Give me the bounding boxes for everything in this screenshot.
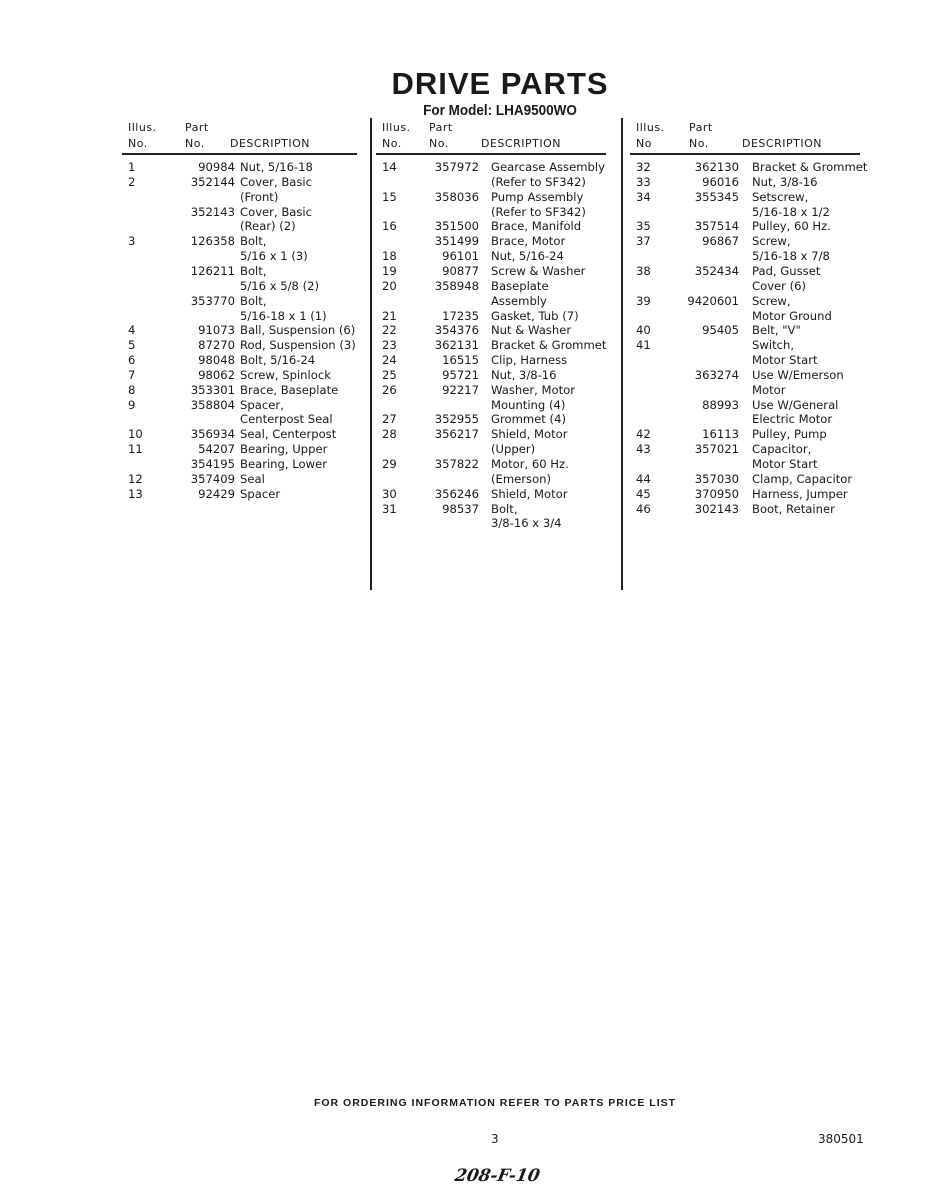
header-part: Part (689, 121, 713, 134)
part-no: 17235 (442, 308, 479, 323)
description: Screw, (752, 234, 791, 249)
description: Use W/General (752, 397, 839, 412)
illus-no: 3 (128, 234, 136, 249)
description: Use W/Emerson (752, 367, 844, 382)
illus-no: 23 (382, 338, 397, 353)
illus-no: 37 (636, 234, 651, 249)
description: Gasket, Tub (7) (491, 308, 579, 323)
illus-no: 2 (128, 174, 136, 189)
description: Spacer (240, 486, 281, 501)
illus-no: 34 (636, 189, 651, 204)
header-no: No (636, 137, 652, 150)
illus-no: 26 (382, 382, 397, 397)
description: Shield, Motor (491, 486, 568, 501)
illus-no: 42 (636, 427, 651, 442)
description: Ball, Suspension (6) (240, 323, 356, 338)
part-no: 126211 (190, 263, 235, 278)
description: Cover, Basic (240, 204, 313, 219)
header-no: No. (128, 137, 148, 150)
part-no: 362131 (434, 338, 479, 353)
description: Nut, 5/16-24 (491, 249, 564, 264)
description: Motor Ground (752, 308, 832, 323)
description: Baseplate (491, 278, 549, 293)
description: Pump Assembly (491, 189, 584, 204)
description: 5/16 x 5/8 (2) (240, 278, 320, 293)
illus-no: 45 (636, 486, 651, 501)
illus-no: 15 (382, 189, 397, 204)
part-no: 95405 (702, 323, 739, 338)
description: 5/16 x 1 (3) (240, 249, 308, 264)
part-no: 96016 (702, 174, 739, 189)
illus-no: 22 (382, 323, 397, 338)
description: Brace, Manifold (491, 219, 582, 234)
handwritten-note: 208-F-10 (453, 1166, 542, 1186)
part-no: 9420601 (687, 293, 739, 308)
description: Gearcase Assembly (491, 160, 605, 174)
illus-no: 44 (636, 471, 651, 486)
illus-no: 41 (636, 338, 651, 353)
description: Clip, Harness (491, 353, 568, 368)
part-no: 98062 (198, 367, 235, 382)
part-no: 16113 (702, 427, 739, 442)
illus-no: 38 (636, 263, 651, 278)
description: 5/16-18 x 7/8 (752, 249, 830, 264)
illus-no: 32 (636, 160, 651, 174)
description: Brace, Baseplate (240, 382, 339, 397)
description: Bolt, (491, 501, 518, 516)
description: Nut, 3/8-16 (752, 174, 818, 189)
description: Setscrew, (752, 189, 809, 204)
illus-no: 35 (636, 219, 651, 234)
illus-no: 28 (382, 427, 397, 442)
part-no: 356246 (434, 486, 479, 501)
document-number: 380501 (818, 1132, 864, 1146)
description: Bearing, Upper (240, 442, 328, 457)
description: Bolt, (240, 293, 267, 308)
description: Pulley, 60 Hz. (752, 219, 831, 234)
description: Boot, Retainer (752, 501, 835, 516)
header-illus: Illus. (128, 121, 157, 134)
description: Nut, 5/16-18 (240, 160, 313, 174)
description: Motor, 60 Hz. (491, 457, 569, 471)
illus-no: 24 (382, 353, 397, 368)
illus-no: 14 (382, 160, 397, 174)
part-no: 352143 (190, 204, 235, 219)
description: Capacitor, (752, 442, 812, 457)
description: Bracket & Grommet (752, 160, 868, 174)
description: Pad, Gusset (752, 263, 821, 278)
part-no: 96867 (702, 234, 739, 249)
header-part: Part (429, 121, 453, 134)
part-no: 352434 (694, 263, 739, 278)
part-no: 357021 (694, 442, 739, 457)
illus-no: 21 (382, 308, 397, 323)
description: 3/8-16 x 3/4 (491, 516, 562, 531)
page-number: 3 (491, 1132, 499, 1146)
description: Motor (752, 382, 786, 397)
illus-no: 40 (636, 323, 651, 338)
header-rule (122, 153, 357, 155)
description: Shield, Motor (491, 427, 568, 442)
illus-no: 11 (128, 442, 143, 457)
description: (Upper) (491, 442, 536, 457)
description: Screw, (752, 293, 791, 308)
description: Cover, Basic (240, 174, 313, 189)
header-part: Part (185, 121, 209, 134)
illus-no: 4 (128, 323, 136, 338)
part-no: 90984 (198, 160, 235, 174)
ordering-note: FOR ORDERING INFORMATION REFER TO PARTS PRICE LIST (313, 1097, 677, 1109)
illus-no: 7 (128, 367, 136, 382)
description: Belt, "V" (752, 323, 801, 338)
part-no: 352955 (434, 412, 479, 427)
column-divider (370, 118, 372, 590)
description: Bearing, Lower (240, 457, 327, 471)
part-no: 356934 (190, 427, 235, 442)
description: (Rear) (2) (240, 219, 296, 234)
part-no: 351499 (434, 234, 479, 249)
part-no: 98048 (198, 353, 235, 368)
description: Mounting (4) (491, 397, 566, 412)
illus-no: 1 (128, 160, 136, 174)
illus-no: 6 (128, 353, 136, 368)
part-no: 362130 (694, 160, 739, 174)
description: Screw, Spinlock (240, 367, 331, 382)
description: Harness, Jumper (752, 486, 848, 501)
part-no: 354195 (190, 457, 235, 471)
part-no: 16515 (442, 353, 479, 368)
header-illus: Illus. (636, 121, 665, 134)
part-no: 88993 (702, 397, 739, 412)
illus-no: 12 (128, 471, 143, 486)
model-subtitle: For Model: LHA9500WO (423, 102, 577, 119)
part-no: 126358 (190, 234, 235, 249)
description: (Front) (240, 189, 279, 204)
part-no: 54207 (198, 442, 235, 457)
description: Bracket & Grommet (491, 338, 607, 353)
part-no: 355345 (694, 189, 739, 204)
part-no: 357972 (434, 160, 479, 174)
illus-no: 10 (128, 427, 143, 442)
illus-no: 20 (382, 278, 397, 293)
description: Electric Motor (752, 412, 833, 427)
part-no: 358036 (434, 189, 479, 204)
description: Motor Start (752, 457, 818, 471)
description: Brace, Motor (491, 234, 566, 249)
description: Pulley, Pump (752, 427, 827, 442)
description: Seal (240, 471, 265, 486)
description: Bolt, 5/16-24 (240, 353, 316, 368)
header-part-no: No. (689, 137, 709, 150)
description: Nut, 3/8-16 (491, 367, 557, 382)
part-no: 357409 (190, 471, 235, 486)
part-no: 92217 (442, 382, 479, 397)
description: Screw & Washer (491, 263, 586, 278)
illus-no: 30 (382, 486, 397, 501)
part-no: 353301 (190, 382, 235, 397)
part-no: 87270 (198, 338, 235, 353)
part-no: 357030 (694, 471, 739, 486)
page-title: DRIVE PARTS (391, 66, 609, 101)
part-no: 358804 (190, 397, 235, 412)
description: 5/16-18 x 1 (1) (240, 308, 327, 323)
part-no: 351500 (434, 219, 479, 234)
description: Seal, Centerpost (240, 427, 337, 442)
illus-no: 27 (382, 412, 397, 427)
description: Centerpost Seal (240, 412, 333, 427)
illus-no: 16 (382, 219, 397, 234)
part-no: 353770 (190, 293, 235, 308)
part-no: 356217 (434, 427, 479, 442)
part-no: 357822 (434, 457, 479, 471)
illus-no: 25 (382, 367, 397, 382)
part-no: 95721 (442, 367, 479, 382)
illus-no: 31 (382, 501, 397, 516)
description: Grommet (4) (491, 412, 566, 427)
description: Motor Start (752, 353, 818, 368)
description: Bolt, (240, 234, 267, 249)
illus-no: 19 (382, 263, 397, 278)
illus-no: 5 (128, 338, 136, 353)
description: (Refer to SF342) (491, 174, 586, 189)
column-divider (621, 118, 623, 590)
part-no: 302143 (694, 501, 739, 516)
part-no: 96101 (442, 249, 479, 264)
description: (Refer to SF342) (491, 204, 586, 219)
header-description: DESCRIPTION (742, 137, 822, 150)
header-part-no: No. (185, 137, 205, 150)
part-no: 363274 (694, 367, 739, 382)
illus-no: 9 (128, 397, 136, 412)
description: Spacer, (240, 397, 284, 412)
header-description: DESCRIPTION (481, 137, 561, 150)
part-no: 357514 (694, 219, 739, 234)
part-no: 352144 (190, 174, 235, 189)
header-rule (630, 153, 860, 155)
description: Cover (6) (752, 278, 807, 293)
part-no: 98537 (442, 501, 479, 516)
description: Switch, (752, 338, 795, 353)
part-no: 354376 (434, 323, 479, 338)
illus-no: 46 (636, 501, 651, 516)
header-description: DESCRIPTION (230, 137, 310, 150)
description: Bolt, (240, 263, 267, 278)
part-no: 92429 (198, 486, 235, 501)
illus-no: 29 (382, 457, 397, 471)
description: 5/16-18 x 1/2 (752, 204, 830, 219)
header-illus: Illus. (382, 121, 411, 134)
header-no: No. (382, 137, 402, 150)
description: Nut & Washer (491, 323, 572, 338)
part-no: 91073 (198, 323, 235, 338)
part-no: 90877 (442, 263, 479, 278)
description: Rod, Suspension (3) (240, 338, 356, 353)
illus-no: 18 (382, 249, 397, 264)
illus-no: 33 (636, 174, 651, 189)
illus-no: 8 (128, 382, 136, 397)
description: Assembly (491, 293, 547, 308)
illus-no: 43 (636, 442, 651, 457)
part-no: 370950 (694, 486, 739, 501)
part-no: 358948 (434, 278, 479, 293)
illus-no: 13 (128, 486, 143, 501)
illus-no: 39 (636, 293, 651, 308)
description: Clamp, Capacitor (752, 471, 853, 486)
description: (Emerson) (491, 471, 552, 486)
header-rule (376, 153, 606, 155)
description: Washer, Motor (491, 382, 575, 397)
header-part-no: No. (429, 137, 449, 150)
